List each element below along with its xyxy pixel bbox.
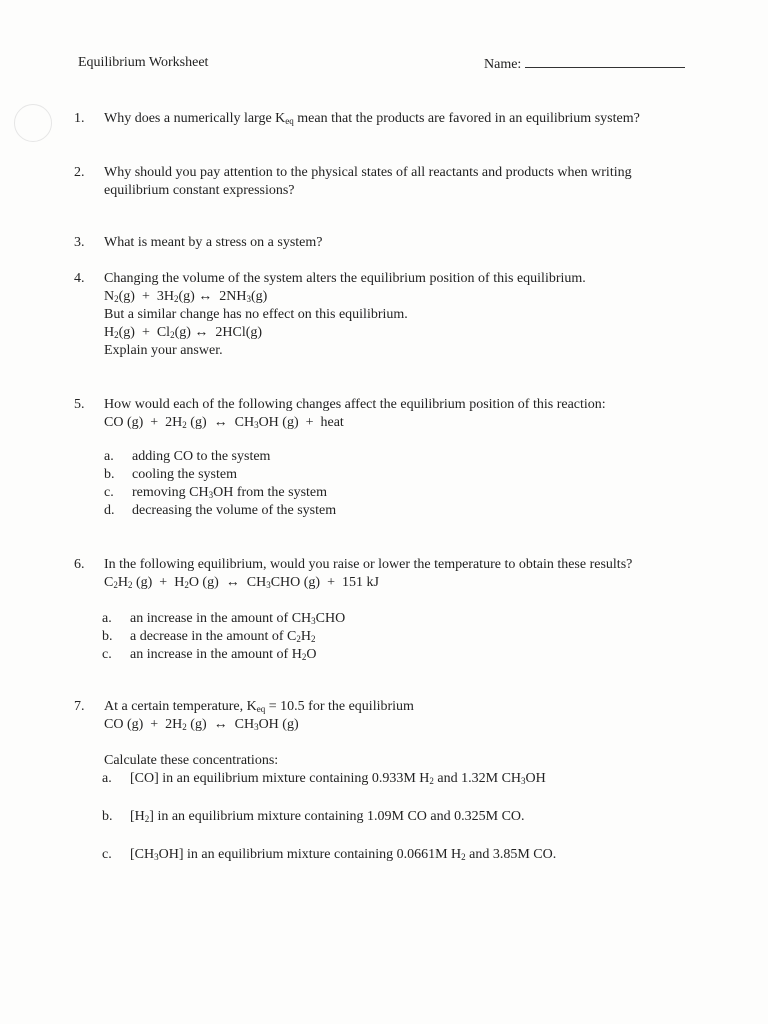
question-number: 2. xyxy=(74,165,85,180)
question-line: Changing the volume of the system alters the equilibrium position of this equilibrium. xyxy=(104,271,586,286)
name-blank-line xyxy=(525,55,685,68)
question-text xyxy=(104,698,414,734)
sub-item-letter: c. xyxy=(102,847,112,862)
hole-punch-mark xyxy=(14,104,52,142)
question-line: In the following equilibrium, would you raise or lower the temperature to obtain these results? xyxy=(104,557,633,572)
question-line: How would each of the following changes affect the equilibrium position of this reaction: xyxy=(104,397,606,412)
question-line: What is meant by a stress on a system? xyxy=(104,235,323,250)
question-text xyxy=(104,270,586,360)
sub-item-text: an increase in the amount of $H_2O$ xyxy=(130,647,317,662)
sub-item-letter: b. xyxy=(102,809,113,824)
question-number: 6. xyxy=(74,557,85,572)
question-line: At a certain temperature, $K_{eq} = 10.5$ for the equilibrium xyxy=(104,699,414,714)
sub-item-text: $[H_2]$ in an equilibrium mixture containing 1.09M CO and 0.325M CO. xyxy=(130,809,525,824)
name-field xyxy=(484,55,685,73)
question-line: Why does a numerically large $K_{eq}$ mean that the products are favored in an equilibrium system? xyxy=(104,111,640,126)
question-line: Why should you pay attention to the physical states of all reactants and products when writing xyxy=(104,165,632,180)
question-number: 5. xyxy=(74,397,85,412)
sub-item-text: adding CO to the system xyxy=(132,449,271,464)
sub-item-text: [CO] in an equilibrium mixture containing 0.933M $H_2$ and 1.32M $CH_3OH$ xyxy=(130,771,546,786)
sub-item-letter: b. xyxy=(104,467,115,482)
sub-item-letter: c. xyxy=(102,647,112,662)
sub-item-letter: a. xyxy=(102,771,112,786)
sub-item-letter: b. xyxy=(102,629,113,644)
name-label: Name: xyxy=(484,57,522,72)
question-text xyxy=(104,164,632,200)
sub-item-letter: c. xyxy=(104,485,114,500)
question-line: equilibrium constant expressions? xyxy=(104,183,295,198)
sub-item-text: decreasing the volume of the system xyxy=(132,503,337,518)
question-text xyxy=(104,556,632,592)
sub-item-letter: a. xyxy=(104,449,114,464)
sub-item-letter: a. xyxy=(102,611,112,626)
question-number: 3. xyxy=(74,235,85,250)
sub-item-text: a decrease in the amount of $C_2H_2$ xyxy=(130,629,316,644)
equation-line: $H_2(g) + Cl_2(g)$ ↔ 2HCl(g) xyxy=(104,325,263,340)
equation-line: $C_2H_2$ $(g) + H_2O$ (g) ↔ $CH_3CHO$ (g) + 151 kJ xyxy=(104,575,379,590)
question-number: 1. xyxy=(74,111,85,126)
equation-line: CO $(g) + 2H_2$ (g) ↔ $CH_3OH$ (g) xyxy=(104,717,299,732)
sub-item-text: removing $CH_3OH$ from the system xyxy=(132,485,328,500)
question-number: 7. xyxy=(74,699,85,714)
question-text xyxy=(104,110,640,128)
equation-line: $N_2(g) + 3H_2(g)$ ↔ $2NH_3(g)$ xyxy=(104,289,268,304)
question-line: Explain your answer. xyxy=(104,343,223,358)
calc-label-text: Calculate these concentrations: xyxy=(104,753,279,768)
sub-item-text: $[CH_3OH]$ in an equilibrium mixture containing 0.0661M $H_2$ and 3.85M CO. xyxy=(130,847,557,862)
worksheet-title: Equilibrium Worksheet xyxy=(78,55,209,70)
sub-item-letter: d. xyxy=(104,503,115,518)
question-number: 4. xyxy=(74,271,85,286)
question-line: But a similar change has no effect on this equilibrium. xyxy=(104,307,408,322)
sub-item-text: an increase in the amount of $CH_3CHO$ xyxy=(130,611,346,626)
equation-line: CO $(g) + 2H_2$ (g) ↔ $CH_3OH$ (g) + heat xyxy=(104,415,344,430)
question-text xyxy=(104,396,606,432)
question-text xyxy=(104,234,323,252)
calc-label xyxy=(104,752,278,770)
sub-item-text: cooling the system xyxy=(132,467,237,482)
